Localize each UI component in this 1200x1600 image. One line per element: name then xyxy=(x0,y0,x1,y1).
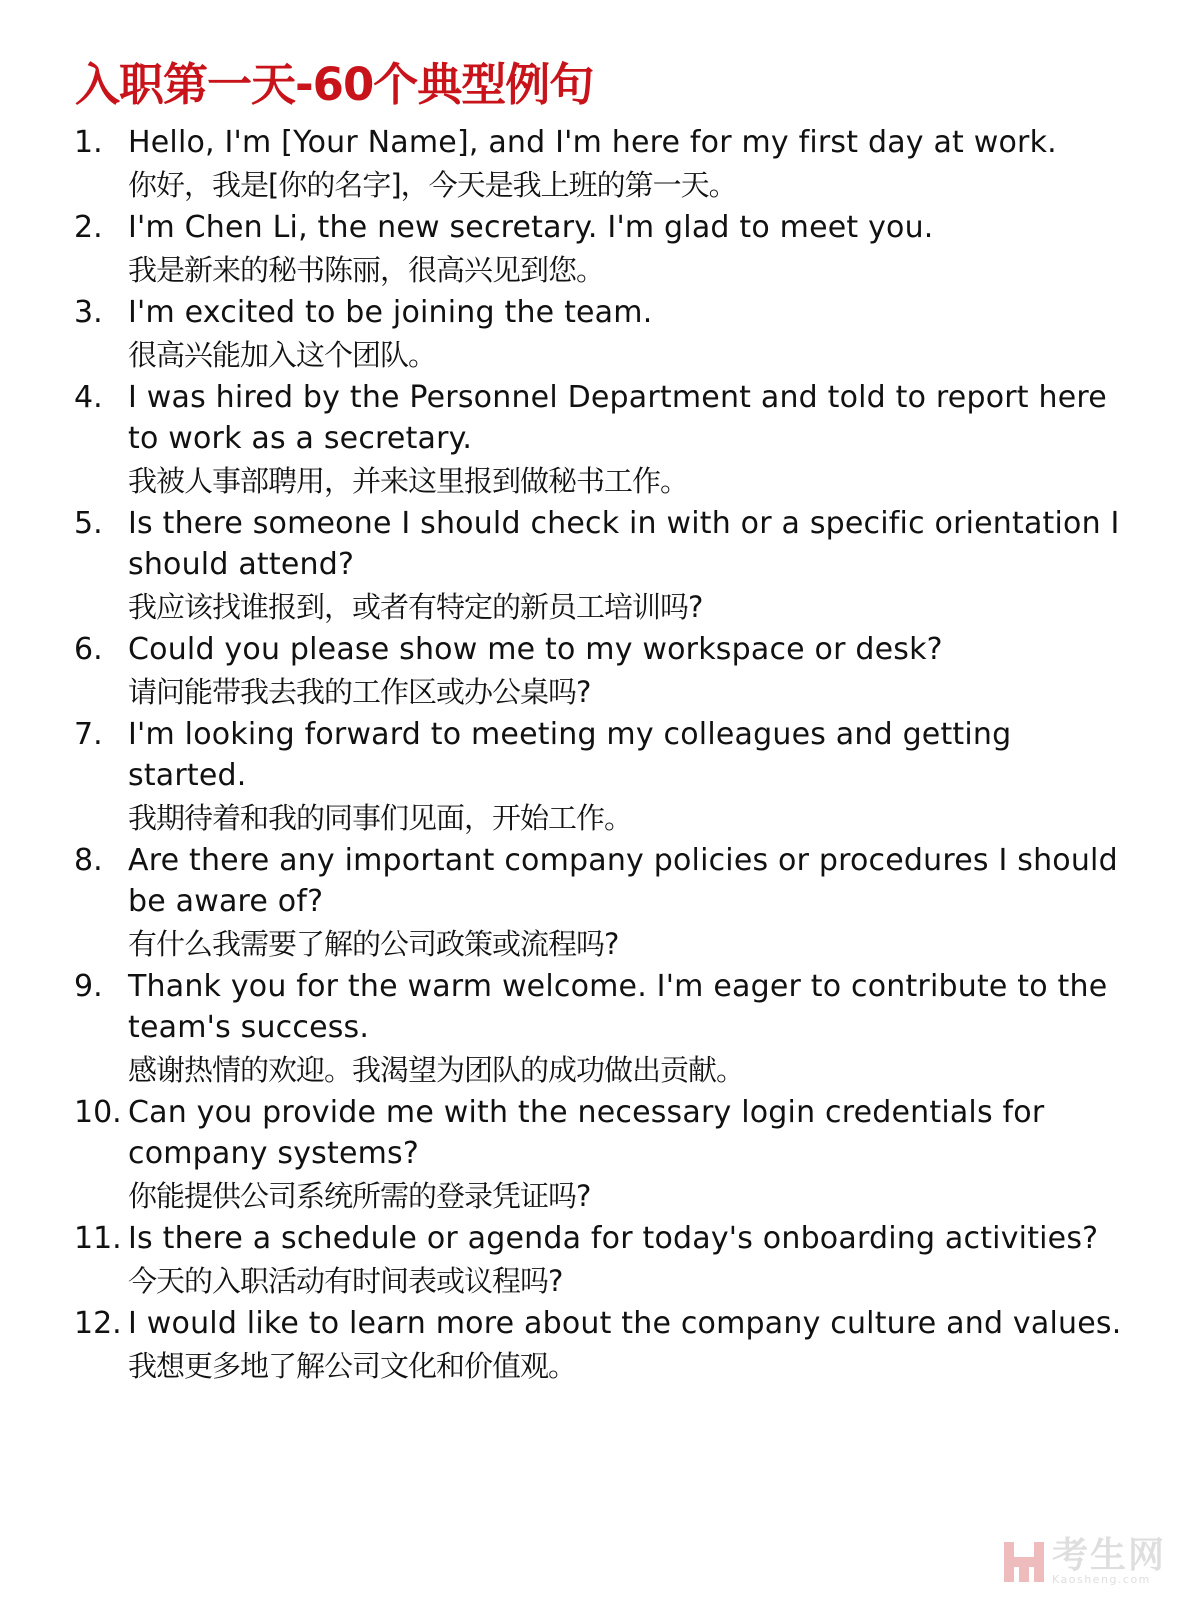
item-number: 12. xyxy=(74,1306,122,1341)
item-number: 1. xyxy=(74,125,103,160)
english-sentence: I'm Chen Li, the new secretary. I'm glad to meet you. xyxy=(128,210,934,245)
chinese-translation: 有什么我需要了解的公司政策或流程吗? xyxy=(128,927,619,961)
list-item xyxy=(74,503,1134,629)
list-item xyxy=(74,207,1134,292)
english-sentence: Can you provide me with the necessary login credentials for company systems? xyxy=(128,1095,1045,1171)
chinese-translation: 请问能带我去我的工作区或办公桌吗? xyxy=(128,675,591,709)
list-item xyxy=(74,714,1134,840)
chinese-translation: 我应该找谁报到，或者有特定的新员工培训吗? xyxy=(128,590,703,624)
item-number: 8. xyxy=(74,843,103,878)
english-sentence: Thank you for the warm welcome. I'm eager to contribute to the team's success. xyxy=(128,969,1108,1045)
chinese-translation: 你好，我是[你的名字]，今天是我上班的第一天。 xyxy=(128,168,737,202)
list-item xyxy=(74,1303,1134,1388)
chinese-translation: 我是新来的秘书陈丽，很高兴见到您。 xyxy=(128,253,605,287)
item-number: 11. xyxy=(74,1221,122,1256)
chinese-translation: 今天的入职活动有时间表或议程吗? xyxy=(128,1264,563,1298)
english-sentence: I was hired by the Personnel Department and told to report here to work as a secretary. xyxy=(128,380,1107,456)
kaosheng-logo-icon xyxy=(1002,1540,1046,1584)
chinese-translation: 感谢热情的欢迎。我渴望为团队的成功做出贡献。 xyxy=(128,1053,745,1087)
english-sentence: Could you please show me to my workspace or desk? xyxy=(128,632,943,667)
list-item xyxy=(74,1218,1134,1303)
item-number: 4. xyxy=(74,380,103,415)
list-item xyxy=(74,377,1134,503)
english-sentence: I'm looking forward to meeting my colleagues and getting started. xyxy=(128,717,1012,793)
english-sentence: Are there any important company policies or procedures I should be aware of? xyxy=(128,843,1118,919)
list-item xyxy=(74,1092,1134,1218)
watermark-cn: 考生网 xyxy=(1051,1535,1166,1576)
watermark-text xyxy=(1051,1535,1166,1586)
list-item xyxy=(74,966,1134,1092)
english-sentence: I'm excited to be joining the team. xyxy=(128,295,653,330)
sentence-list xyxy=(74,122,1134,1388)
item-number: 2. xyxy=(74,210,103,245)
watermark-en: Kaosheng.com xyxy=(1051,1573,1151,1586)
item-number: 9. xyxy=(74,969,103,1004)
item-number: 6. xyxy=(74,632,103,667)
chinese-translation: 我期待着和我的同事们见面，开始工作。 xyxy=(128,801,633,835)
list-item xyxy=(74,292,1134,377)
chinese-translation: 我想更多地了解公司文化和价值观。 xyxy=(128,1349,577,1383)
english-sentence: Is there someone I should check in with or a specific orientation I should attend? xyxy=(128,506,1120,582)
english-sentence: I would like to learn more about the company culture and values. xyxy=(128,1306,1122,1341)
list-item xyxy=(74,122,1134,207)
english-sentence: Hello, I'm [Your Name], and I'm here for my first day at work. xyxy=(128,125,1057,160)
list-item xyxy=(74,840,1134,966)
english-sentence: Is there a schedule or agenda for today's onboarding activities? xyxy=(128,1221,1099,1256)
chinese-translation: 你能提供公司系统所需的登录凭证吗? xyxy=(128,1179,591,1213)
item-number: 3. xyxy=(74,295,103,330)
watermark xyxy=(1002,1535,1166,1586)
item-number: 10. xyxy=(74,1095,122,1130)
list-item xyxy=(74,629,1134,714)
page-title: 入职第一天-60个典型例句 xyxy=(75,58,594,111)
chinese-translation: 很高兴能加入这个团队。 xyxy=(128,338,437,372)
item-number: 5. xyxy=(74,506,103,541)
chinese-translation: 我被人事部聘用，并来这里报到做秘书工作。 xyxy=(128,464,689,498)
item-number: 7. xyxy=(74,717,103,752)
